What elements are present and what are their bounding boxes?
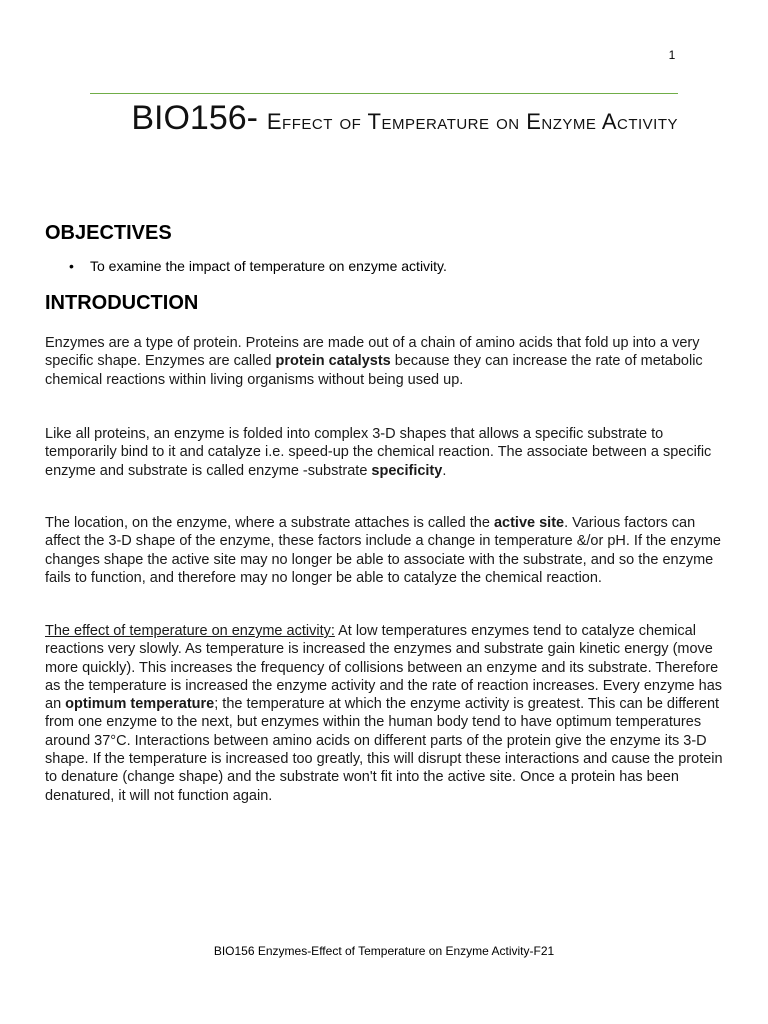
para-text: Enzymes are a type of protein. Proteins are made out of a chain of amino acids that fold up into a very specific shape. Enzymes are called [45,335,700,370]
intro-paragraph-2 [45,425,729,480]
para-text: . [442,462,447,479]
bold-term-protein-catalysts: protein catalysts [275,353,391,370]
introduction-heading: INTRODUCTION [45,292,199,314]
page-number: 1 [668,48,676,62]
intro-paragraph-3 [45,514,729,587]
document-title [90,96,678,144]
underlined-subheading: The effect of temperature on enzyme activity: [45,623,335,639]
para-text: Like all proteins, an enzyme is folded into complex 3-D shapes that allows a specific substrate to temporarily bind to it and catalyze i.e. speed-up the chemical reaction. The associate between a specific enzyme and substrate is called enzyme -substrate [45,426,712,479]
objectives-heading: OBJECTIVES [45,222,172,244]
bullet-icon: • [69,258,74,274]
intro-paragraph-1 [45,334,729,389]
bold-term-optimum-temperature: optimum temperature [65,696,215,713]
para-text: . Various factors can affect the 3-D shape of the enzyme, these factors include a change in temperature &/or pH. If the enzyme changes shape the active site may no longer be able to associate with the substrate, and so the enzyme fails to function, and therefore may no longer be able to catalyze the chemical reaction. [45,515,721,586]
bold-term-active-site: active site [493,515,565,531]
bold-term-specificity: specificity [371,462,443,479]
para-text: ; the temperature at which the enzyme activity is greatest. This can be different from one enzyme to the next, but enzymes within the human body tend to have optimum temperatures around 37°C. Interactions between amino acids on different parts of the protein give the enzyme its 3-D shape. If the temperature is increased too greatly, this will disrupt these interactions and cause the protein to denature (change shape) and the substrate won't fit into the active site. Once a protein has been denatured, it will not function again. [45,696,723,804]
title-subtitle: Effect of Temperature on Enzyme Activity [266,109,678,134]
para-text: At low temperatures enzymes tend to catalyze chemical reactions very slowly. As temperature is increased the enzymes and substrate gain kinetic energy (move more quickly). This increases the frequency of collisions between an enzyme and its substrate. Therefore as the temperature is increased the enzyme activity and the rate of reaction increases. Every enzyme has an [45,623,723,713]
list-item [45,257,447,275]
title-rule [90,93,678,94]
course-code: BIO156- [131,99,258,137]
para-text: The location, on the enzyme, where a substrate attaches is called the [45,515,494,531]
para-text: because they can increase the rate of metabolic chemical reactions within living organisms without being used up. [45,353,703,388]
page-footer: BIO156 Enzymes-Effect of Temperature on Enzyme Activity-F21 [213,944,555,958]
intro-paragraph-4 [45,622,729,805]
objectives-list [45,257,447,275]
objective-text: To examine the impact of temperature on enzyme activity. [90,258,447,274]
